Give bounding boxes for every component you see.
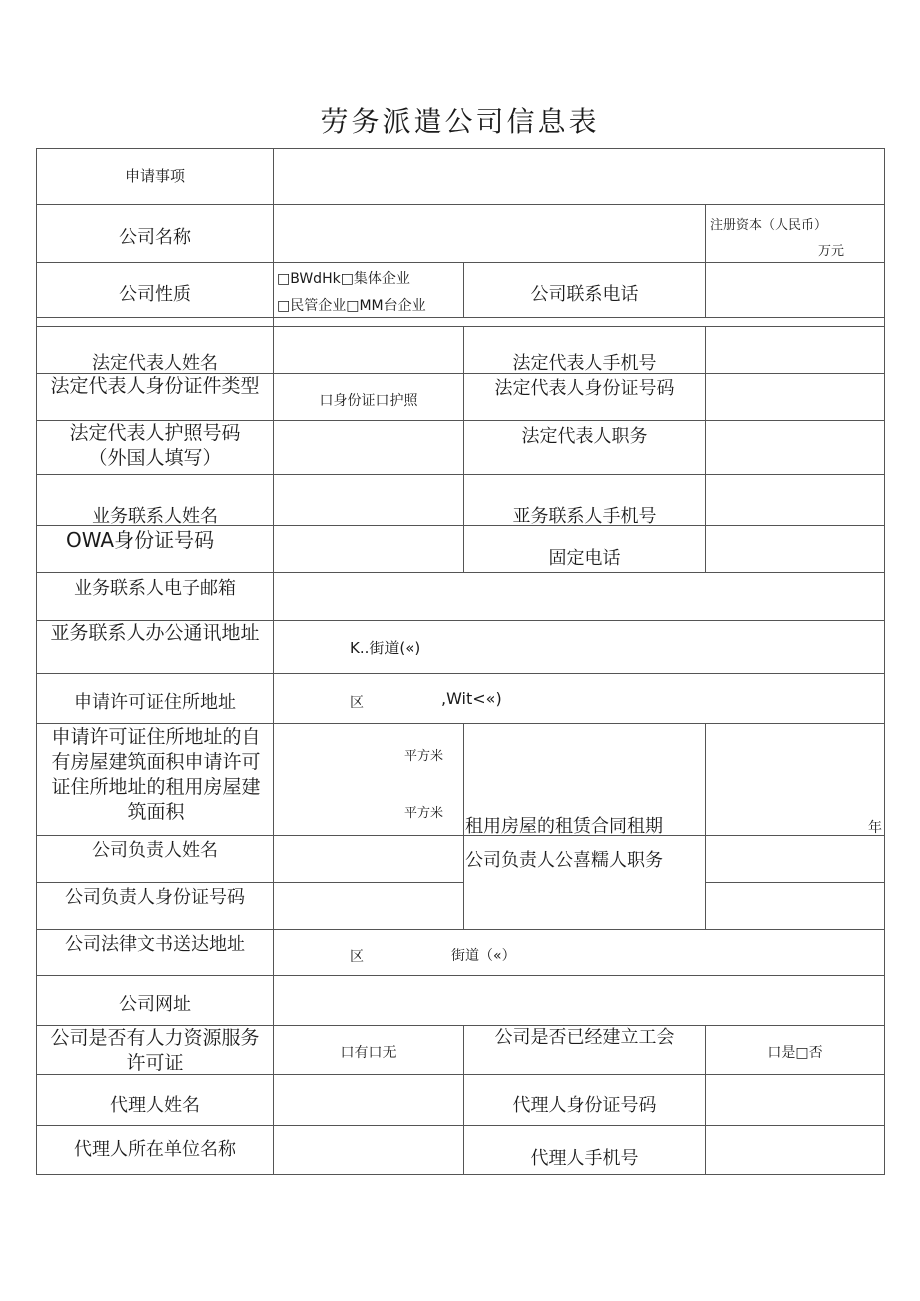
capital-unit: 万元 xyxy=(818,244,845,259)
license-address-value[interactable]: ,Wit<«) xyxy=(441,689,502,708)
agent-employer-field[interactable] xyxy=(274,1126,463,1174)
union-options[interactable]: 口是□否 xyxy=(767,1045,823,1061)
legal-doc-address-label: 公司法律文书送达地址 xyxy=(65,934,245,955)
lease-term-unit[interactable]: 年 xyxy=(868,820,882,836)
legal-rep-id-number-label: 法定代表人身份证号码 xyxy=(494,378,675,399)
contact-mobile-label: 亚务联系人手机号 xyxy=(512,506,657,527)
legal-rep-name-field[interactable] xyxy=(274,327,463,373)
license-address-label: 申请许可证住所地址 xyxy=(74,692,236,713)
legal-rep-id-number-field[interactable] xyxy=(706,374,884,420)
manager-position-label: 公司负责人公喜糯人职务 xyxy=(465,850,663,871)
website-field[interactable] xyxy=(274,976,884,1025)
registered-capital-label: 注册资本（人民币） xyxy=(710,218,828,233)
legal-doc-district: 区 xyxy=(350,949,364,965)
agent-mobile-label: 代理人手机号 xyxy=(530,1148,639,1169)
lease-term-label: 租用房屋的租赁合同租期 xyxy=(465,816,663,837)
landline-field[interactable] xyxy=(706,526,884,572)
union-label: 公司是否已经建立工会 xyxy=(494,1027,675,1048)
application-item-label: 申请事项 xyxy=(124,167,185,185)
application-item-field[interactable] xyxy=(274,149,884,204)
building-area-label: 申请许可证住所地址的自有房屋建筑面积申请许可证住所地址的租用房屋建筑面积 xyxy=(51,726,261,823)
contact-name-field[interactable] xyxy=(274,475,463,525)
company-phone-label: 公司联系电话 xyxy=(530,284,639,305)
legal-rep-id-type-label: 法定代表人身份证件类型 xyxy=(50,375,260,397)
manager-name-label: 公司负责人姓名 xyxy=(92,840,218,861)
form-title: 劳务派遣公司信息表 xyxy=(320,105,600,138)
legal-rep-mobile-label: 法定代表人手机号 xyxy=(512,353,657,374)
legal-rep-position-field[interactable] xyxy=(706,421,884,474)
id-type-options[interactable]: 口身份证口护照 xyxy=(319,393,418,409)
contact-name-label: 业务联系人姓名 xyxy=(92,506,218,527)
website-label: 公司网址 xyxy=(119,994,191,1015)
owned-area-unit[interactable]: 平方米 xyxy=(404,749,444,764)
nature-options-line1[interactable]: □BWdHk□集体企业 xyxy=(277,271,410,287)
agent-name-field[interactable] xyxy=(274,1075,463,1125)
manager-id-label: 公司负责人身份证号码 xyxy=(65,887,245,908)
manager-id-field[interactable] xyxy=(274,883,463,929)
agent-id-field[interactable] xyxy=(706,1075,884,1125)
contact-address-value[interactable]: K..街道(«) xyxy=(350,639,421,657)
contact-email-field[interactable] xyxy=(274,573,884,620)
agent-mobile-field[interactable] xyxy=(706,1126,884,1174)
contact-mobile-field[interactable] xyxy=(706,475,884,525)
legal-rep-passport-field[interactable] xyxy=(274,421,463,474)
legal-rep-name-label: 法定代表人姓名 xyxy=(92,353,218,374)
hr-license-options[interactable]: 口有口无 xyxy=(340,1045,397,1061)
contact-id-field[interactable] xyxy=(274,526,463,572)
company-phone-field[interactable] xyxy=(706,263,884,317)
agent-employer-label: 代理人所在单位名称 xyxy=(74,1139,236,1160)
agent-name-label: 代理人姓名 xyxy=(110,1095,200,1116)
manager-position-field[interactable] xyxy=(706,836,884,882)
manager-name-field[interactable] xyxy=(274,836,463,882)
company-name-field[interactable] xyxy=(274,205,705,262)
agent-id-label: 代理人身份证号码 xyxy=(512,1095,657,1116)
company-name-label: 公司名称 xyxy=(119,227,191,248)
landline-label: 固定电话 xyxy=(548,548,621,569)
legal-rep-mobile-field[interactable] xyxy=(706,327,884,373)
contact-id-label: OWA身份证号码 xyxy=(66,528,215,552)
license-address-district: 区 xyxy=(350,695,364,711)
nature-options-line2[interactable]: □民管企业□MM台企业 xyxy=(277,298,426,314)
legal-rep-passport-label: 法定代表人护照号码（外国人填写） xyxy=(69,422,241,469)
leased-area-unit[interactable]: 平方米 xyxy=(404,806,444,821)
hr-license-label: 公司是否有人力资源服务许可证 xyxy=(50,1027,260,1074)
legal-doc-street[interactable]: 街道（«） xyxy=(451,948,516,964)
legal-rep-position-label: 法定代表人职务 xyxy=(521,426,648,447)
contact-address-label: 亚务联系人办公通讯地址 xyxy=(50,622,260,644)
contact-email-label: 业务联系人电子邮箱 xyxy=(74,578,236,599)
company-nature-label: 公司性质 xyxy=(119,284,191,305)
